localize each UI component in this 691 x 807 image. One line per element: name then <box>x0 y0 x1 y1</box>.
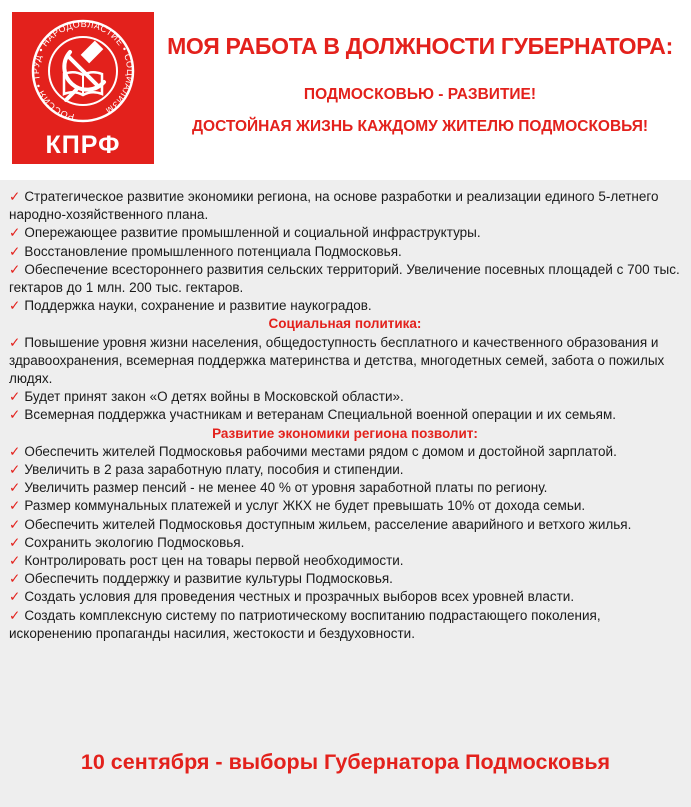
check-icon: ✓ <box>9 534 21 550</box>
list-item <box>9 261 681 297</box>
list-item <box>9 497 681 515</box>
logo-circle-text: РОССИЯ • ТРУД • НАРОДОВЛАСТИЕ • СОЦИАЛИЗМ <box>31 18 136 123</box>
program-content <box>9 188 681 643</box>
list-item <box>9 461 681 479</box>
program-body <box>0 180 691 807</box>
check-icon: ✓ <box>9 298 21 314</box>
page-title: МОЯ РАБОТА В ДОЛЖНОСТИ ГУБЕРНАТОРА: <box>167 33 673 59</box>
check-icon: ✓ <box>9 261 21 277</box>
kprf-logo <box>12 12 154 164</box>
list-item <box>9 224 681 242</box>
item-text: Обеспечить поддержку и развитие культуры Подмосковья. <box>24 571 393 587</box>
item-text: Будет принят закон «О детях войны в Московской области». <box>24 389 404 405</box>
list-item <box>9 534 681 552</box>
list-item <box>9 297 681 315</box>
list-item <box>9 516 681 534</box>
list-item <box>9 443 681 461</box>
logo-abbreviation: КПРФ <box>45 131 121 159</box>
item-text: Создать комплексную систему по патриотическому воспитанию подрастающего поколения, искоренению пропаганды насилия, жестокости и бездуховности. <box>9 607 601 641</box>
list-item <box>9 570 681 588</box>
check-icon: ✓ <box>9 571 21 587</box>
check-icon: ✓ <box>9 480 21 496</box>
check-icon: ✓ <box>9 589 21 605</box>
check-icon: ✓ <box>9 407 21 423</box>
check-icon: ✓ <box>9 389 21 405</box>
check-icon: ✓ <box>9 553 21 569</box>
item-text: Создать условия для проведения честных и прозрачных выборов всех уровней власти. <box>24 589 575 605</box>
item-text: Размер коммунальных платежей и услуг ЖКХ не будет превышать 10% от дохода семьи. <box>24 498 586 514</box>
list-item <box>9 479 681 497</box>
check-icon: ✓ <box>9 462 21 478</box>
item-text: Контролировать рост цен на товары первой необходимости. <box>24 553 404 569</box>
item-text: Увеличить в 2 раза заработную плату, пособия и стипендии. <box>24 462 404 478</box>
check-icon: ✓ <box>9 498 21 514</box>
list-item <box>9 243 681 261</box>
item-text: Обеспечить жителей Подмосковья рабочими местами рядом с домом и достойной зарплатой. <box>24 443 617 459</box>
section-heading-economy: Развитие экономики региона позволит: <box>212 425 478 441</box>
item-text: Обеспечить жителей Подмосковья доступным жильем, расселение аварийного и ветхого жилья. <box>24 516 632 532</box>
list-item <box>9 334 681 389</box>
check-icon: ✓ <box>9 225 21 241</box>
item-text: Увеличить размер пенсий - не менее 40 % от уровня заработной платы по региону. <box>24 480 548 496</box>
list-item <box>9 188 681 224</box>
item-text: Опережающее развитие промышленной и социальной инфраструктуры. <box>24 225 481 241</box>
list-item <box>9 588 681 606</box>
slogan-decent-life: ДОСТОЙНАЯ ЖИЗНЬ КАЖДОМУ ЖИТЕЛЮ ПОДМОСКОВЬЯ! <box>191 118 649 135</box>
header <box>0 0 691 180</box>
check-icon: ✓ <box>9 243 21 259</box>
list-item <box>9 552 681 570</box>
item-text: Всемерная поддержка участникам и ветеранам Специальной военной операции и их семьям. <box>24 407 616 423</box>
list-item <box>9 607 681 643</box>
list-item <box>9 406 681 424</box>
check-icon: ✓ <box>9 607 21 623</box>
check-icon: ✓ <box>9 334 21 350</box>
list-item <box>9 388 681 406</box>
item-text: Повышение уровня жизни населения, общедоступность бесплатного и качественного образования и здравоохранения, всемерная поддержка материнства и детства, многодетных семей, забота о пожилых людях. <box>9 334 665 387</box>
item-text: Обеспечение всестороннего развития сельских территорий. Увеличение посевных площадей с 700 тыс. гектаров до 1 млн. 200 тыс. гектаров. <box>9 261 680 296</box>
section-heading-social-policy: Социальная политика: <box>268 316 422 332</box>
election-date-banner: 10 сентября - выборы Губернатора Подмосковья <box>80 750 611 774</box>
item-text: Сохранить экологию Подмосковья. <box>24 534 245 550</box>
item-text: Восстановление промышленного потенциала Подмосковья. <box>24 243 402 259</box>
item-text: Стратегическое развитие экономики региона, на основе разработки и реализации единого 5-летнего народно-хозяйственного плана. <box>9 189 659 223</box>
check-icon: ✓ <box>9 516 21 532</box>
check-icon: ✓ <box>9 189 21 204</box>
slogan-development: ПОДМОСКОВЬЮ - РАЗВИТИЕ! <box>303 86 537 103</box>
check-icon: ✓ <box>9 443 21 459</box>
item-text: Поддержка науки, сохранение и развитие наукоградов. <box>24 298 372 314</box>
